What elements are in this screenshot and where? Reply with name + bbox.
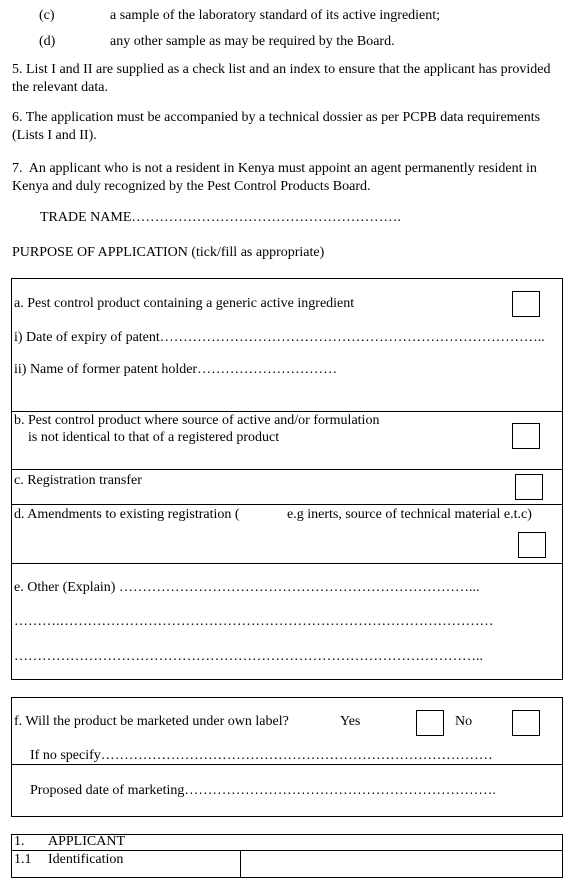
item-c-marker: (c): [39, 8, 55, 23]
identification-value-cell[interactable]: [242, 851, 562, 877]
divider-f: [11, 764, 563, 765]
note-6: [12, 109, 564, 145]
former-patent-holder-field[interactable]: ii) Name of former patent holder…………………………: [14, 362, 338, 377]
note-7-number: 7.: [12, 161, 23, 176]
purpose-heading: PURPOSE OF APPLICATION (tick/fill as appropriate): [12, 245, 325, 260]
item-c-text: a sample of the laboratory standard of its active ingredient;: [110, 8, 441, 23]
item-d-text: any other sample as may be required by the Board.: [110, 34, 395, 49]
section-d-checkbox[interactable]: [518, 532, 546, 558]
divider-c-d: [11, 504, 563, 505]
section-d-example: e.g inerts, source of technical material e.t.c): [287, 507, 532, 522]
section-c-checkbox[interactable]: [515, 474, 543, 500]
note-7: [12, 160, 564, 196]
note-7-text: An applicant who is not a resident in Kenya must appoint an agent permanently resident in Kenya and duly recognized by the Pest Control Products Board.: [12, 161, 537, 194]
section-e-line3[interactable]: ………………………………………………………………………………………..: [14, 649, 483, 664]
patent-expiry-field[interactable]: i) Date of expiry of patent………………………………………………………………………..: [14, 330, 545, 345]
section-d-label: d. Amendments to existing registration (: [14, 507, 240, 522]
note-5-text: List I and II are supplied as a check list and an index to ensure that the applicant has provided the relevant data.: [12, 62, 551, 95]
section-a-label: a. Pest control product containing a generic active ingredient: [14, 296, 355, 311]
section-b-line1: b. Pest control product where source of active and/or formulation: [14, 413, 380, 428]
divider-b-c: [11, 469, 563, 470]
section-e-line2[interactable]: ……….…………………………………………………………………………………: [14, 614, 494, 629]
applicant-table-column-divider: [240, 850, 241, 878]
divider-d-e: [11, 563, 563, 564]
note-6-number: 6.: [12, 110, 23, 125]
specify-field[interactable]: If no specify…………………………………………………………………………: [30, 748, 493, 763]
yes-checkbox[interactable]: [416, 710, 444, 736]
proposed-marketing-date-field[interactable]: Proposed date of marketing………………………………………………………….: [30, 783, 496, 798]
section-b-line2: is not identical to that of a registered product: [28, 430, 280, 445]
identification-label: Identification: [48, 852, 124, 867]
yes-label: Yes: [340, 714, 361, 729]
applicant-heading-number: 1.: [14, 834, 25, 849]
section-c-label: c. Registration transfer: [14, 473, 142, 488]
item-d-marker: (d): [39, 34, 56, 49]
identification-number: 1.1: [14, 852, 32, 867]
note-5-number: 5.: [12, 62, 23, 77]
trade-name-field[interactable]: TRADE NAME………………………………………………….: [40, 210, 401, 225]
divider-a-b: [11, 411, 563, 412]
note-6-text: The application must be accompanied by a technical dossier as per PCPB data requirements (Lists I and II).: [12, 110, 541, 143]
no-label: No: [455, 714, 473, 729]
own-label-question: f. Will the product be marketed under own label?: [14, 714, 289, 729]
note-5: [12, 61, 564, 97]
no-checkbox[interactable]: [512, 710, 540, 736]
applicant-heading: APPLICANT: [48, 834, 126, 849]
section-b-checkbox[interactable]: [512, 423, 540, 449]
section-a-checkbox[interactable]: [512, 291, 540, 317]
section-e-label[interactable]: e. Other (Explain) …………………………………………………………………...: [14, 580, 480, 595]
